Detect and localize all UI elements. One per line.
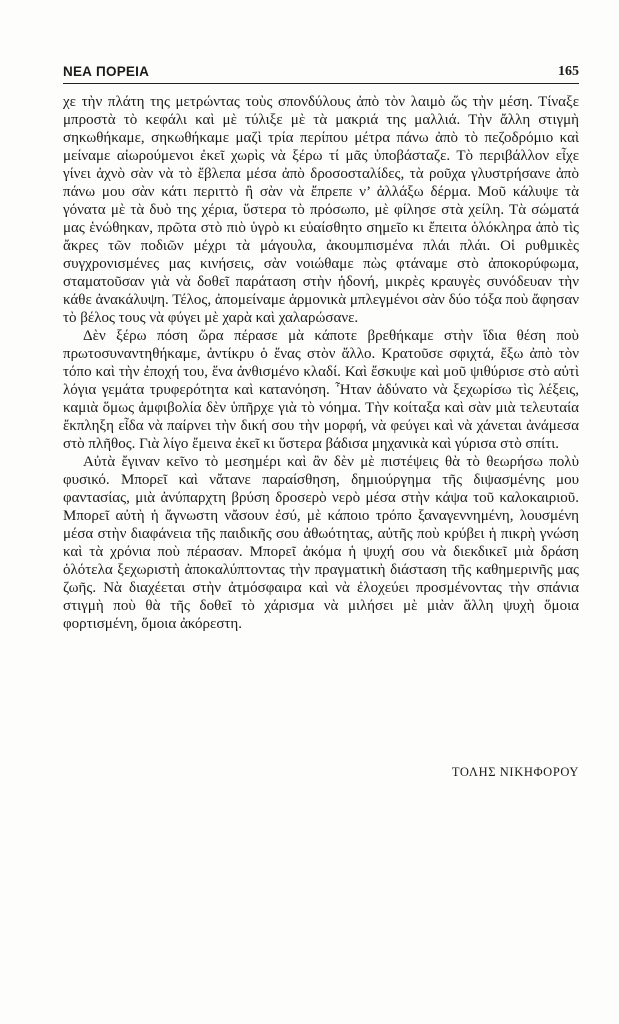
paragraph-2: Δὲν ξέρω πόση ὥρα πέρασε μὰ κάποτε βρεθήκαμε στὴν ἴδια θέση ποὺ πρωτοσυναντηθήκαμε, ἀντίκρυ ὁ ἕνας στὸν ἄλλο. Κρατοῦσε σφιχτά, ἔξω ἀπὸ τὸν τόπο καὶ τὴν ἐποχή του, ἕνα ἀνθισμένο κλαδί. Καὶ ἔσκυψε καὶ μοῦ ψιθύρισε στὸ αὐτὶ λόγια γεμάτα τρυφερότητα καὶ κατανόηση. Ἦταν ἀδύνατο νὰ ξεχωρίσω τὶς λέξεις, καμιὰ ὅμως ἀμφιβολία δὲν ὑπῆρχε γιὰ τὸ νόημα. Τὴν κοίταξα καὶ σὰν μιὰ τελευταία ἔκπληξη εἶδα νὰ παίρνει τὴν δική σου τὴν μορφή, νὰ φεύγει καὶ νὰ χάνεται ἀνάμεσα στὸ πλῆθος. Γιὰ λίγο ἔμεινα ἐκεῖ κι ὕστερα βάδισα μηχανικὰ καὶ γύρισα στὸ σπίτι. — [63, 328, 579, 452]
running-header — [63, 62, 579, 84]
article-body — [63, 93, 579, 633]
header-rule — [63, 83, 579, 84]
author-signature: ΤΟΛΗΣ ΝΙΚΗΦΟΡΟΥ — [451, 765, 579, 779]
paragraph-1: χε τὴν πλάτη της μετρώντας τοὺς σπονδύλους ἀπὸ τὸν λαιμὸ ὥς τὴν μέση. Τίναξε μπροστὰ τὸ κεφάλι καὶ μὲ τύλιξε μὲ τὰ μακριά της μαλλιά. Τὴν ἄλλη στιγμὴ σηκωθήκαμε, σηκωθήκαμε μαζὶ τρία περίπου μέτρα πάνω ἀπὸ τὸ πεζοδρόμιο καὶ μείναμε αἰωρούμενοι ἐκεῖ χωρὶς νὰ ξέρω τί μᾶς ὑποβάσταζε. Τὸ περιβάλλον εἶχε γίνει ἀχνὸ σὰν νὰ τὸ ἔβλεπα μέσα ἀπὸ δροσοσταλίδες, τὰ ροῦχα γλυστρήσανε ἀπὸ πάνω μου σὰν κάτι περιττὸ ἢ σὰν νὰ ἔπρεπε ν’ ἀλλάξω δέρμα. Μοῦ κάλυψε τὰ γόνατα μὲ τὰ δυὸ της χέρια, ὕστερα τὸ πρόσωπο, μὲ φίλησε στὰ χείλη. Τὰ σώματά μας ἑνώθηκαν, πρῶτα στὸ πιὸ ὑγρὸ κι εὐαίσθητο σημεῖο κι ἔπειτα ὁλόκληρα ἀπὸ τὶς ἄκρες τῶν ποδιῶν μέχρι τὰ μάγουλα, ἀκουμπισμένα πλάι πλάι. Οἱ ρυθμικὲς συγχρονισμένες μας κινήσεις, σὰν νοιώθαμε πὼς φτάναμε στὸ ἀποκορύφωμα, σταματοῦσαν γιὰ νὰ δοθεῖ παράταση στὴν ἡδονή, μικρὲς κραυγὲς συνόδευαν τὴν κάθε ἀνακάλυψη. Τέλος, ἀπομείναμε ἁρμονικὰ μπλεγμένοι σὰν δύο τόξα ποὺ ἄφησαν τὸ βέλος τους νὰ φύγει μὲ χαρὰ καὶ χαλαρώσανε. — [63, 94, 579, 326]
paragraph-3: Αὐτὰ ἔγιναν κεῖνο τὸ μεσημέρι καὶ ἂν δὲν μὲ πιστέψεις θὰ τὸ θεωρήσω πολὺ φυσικό. Μπορεῖ καὶ νἄτανε παραίσθηση, δημιούργημα τῆς διψασμένης μου φαντασίας, μιὰ ἀνύπαρχτη βρύση δροσερὸ νερὸ μέσα στὴν κάψα τοῦ καλοκαιριοῦ. Μπορεῖ αὐτὴ ἡ ἄγνωστη νἄσουν ἐσύ, μὲ κάποιο τρόπο ξαναγεννημένη, λουσμένη μέσα στὴν διαφάνεια τῆς παιδικῆς σου ἀθωότητας, αὐτῆς ποὺ κρύβει ἡ πικρὴ γνώση καὶ τὰ χρόνια ποὺ πέρασαν. Μπορεῖ ἀκόμα ἡ ψυχή σου νὰ διεκδικεῖ μιὰ δράση ὁλότελα ξεχωριστὴ ἀποκαλύπτοντας τὴν πραγματικὴ διάσταση τῆς καθημερινῆς μας ζωῆς. Νὰ διαχέεται στὴν ἀτμόσφαιρα καὶ νὰ ἐλοχεύει προσμένοντας τὴν σπάνια στιγμὴ ποὺ θὰ τῆς δοθεῖ τὸ χάρισμα νὰ μιλήσει μὲ μιὰν ἄλλη ψυχὴ ὅμοια φορτισμένη, ὅμοια ἀκόρεστη. — [63, 454, 579, 632]
journal-title: ΝΕΑ ΠΟΡΕΙΑ — [63, 64, 150, 79]
page-number: 165 — [558, 64, 579, 79]
